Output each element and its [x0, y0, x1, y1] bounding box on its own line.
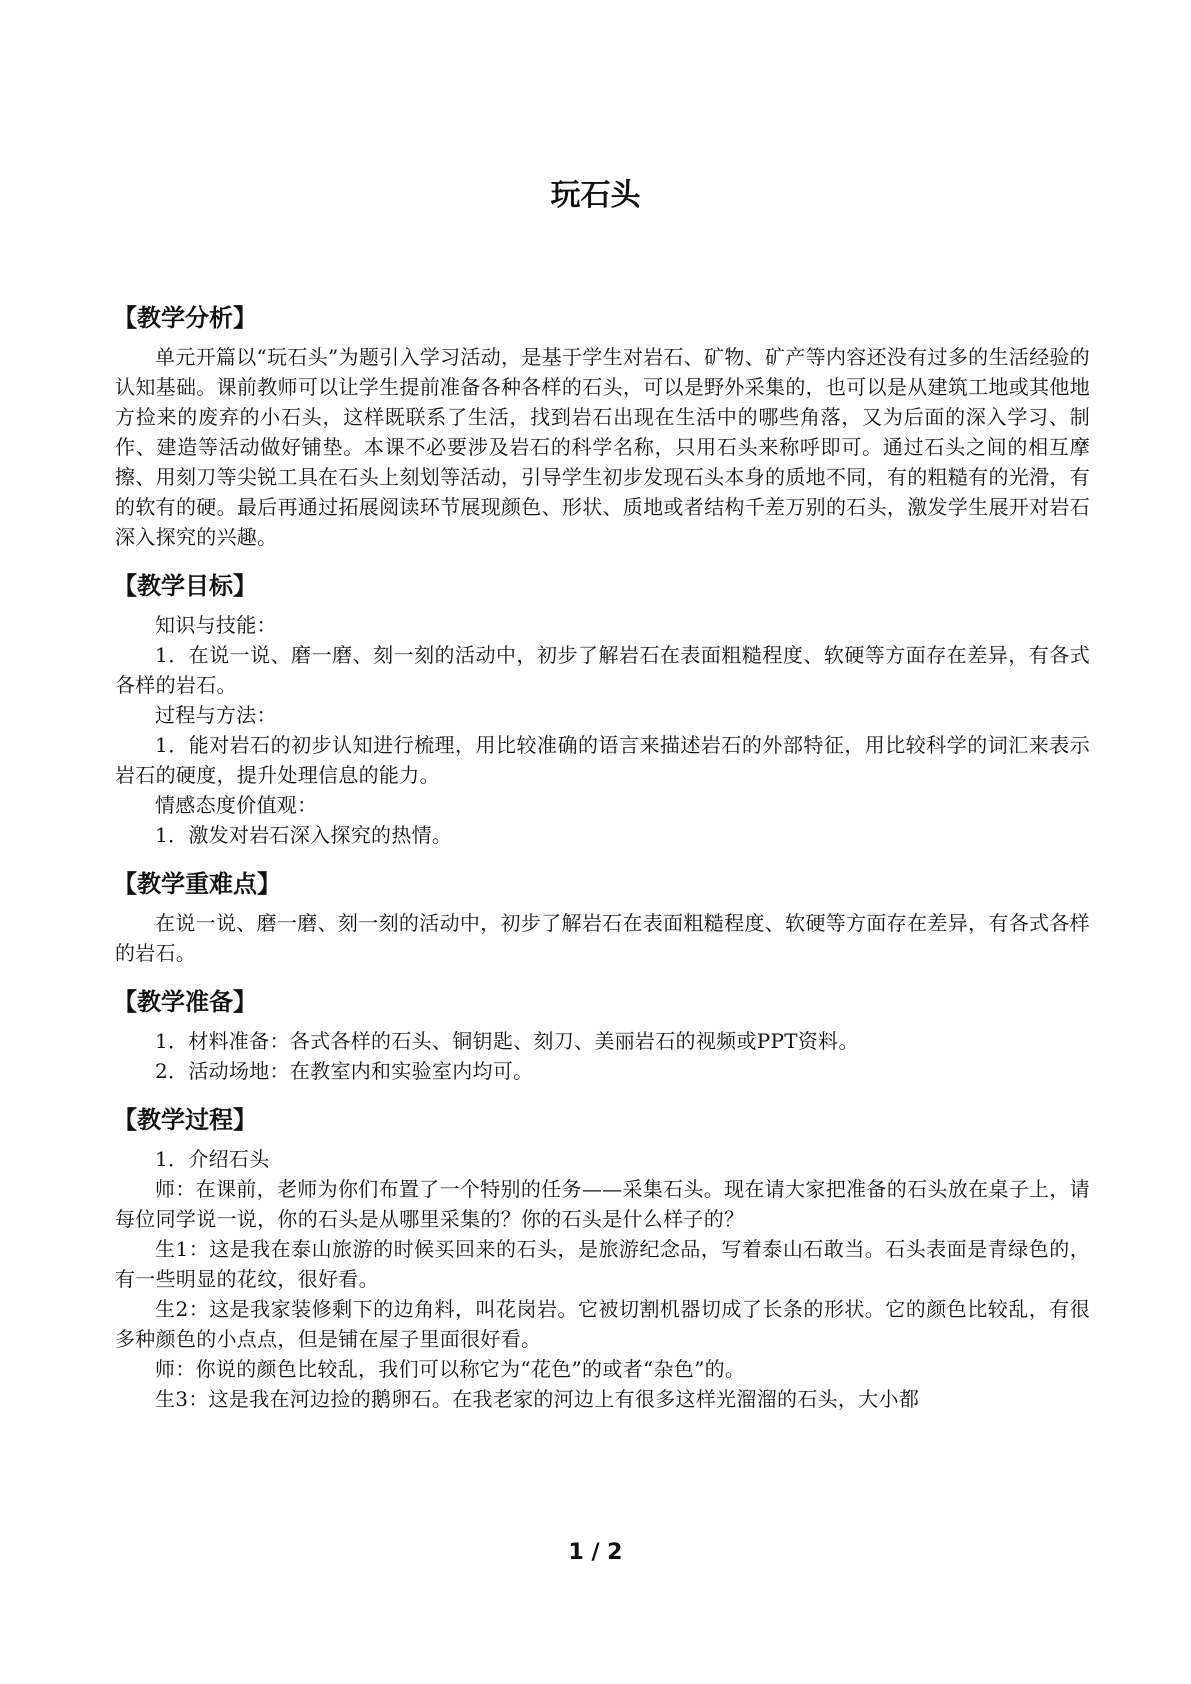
section-teaching-analysis: [115, 298, 1090, 552]
section-key-difficulties: [115, 864, 1090, 968]
section-heading: 【教学重难点】: [113, 870, 281, 898]
section-heading: 【教学准备】: [113, 988, 257, 1016]
paragraph: 师：在课前，老师为你们布置了一个特别的任务——采集石头。现在请大家把准备的石头放在桌子上，请每位同学说一说，你的石头是从哪里采集的？你的石头是什么样子的？: [115, 1177, 1090, 1231]
paragraph: 单元开篇以“玩石头”为题引入学习活动，是基于学生对岩石、矿物、矿产等内容还没有过多的生活经验的认知基础。课前教师可以让学生提前准备各种各样的石头，可以是野外采集的，也可以是从建筑工地或其他地方捡来的废弃的小石头，这样既联系了生活，找到岩石出现在生活中的哪些角落，又为后面的深入学习、制作、建造等活动做好铺垫。本课不必要涉及岩石的科学名称，只用石头来称呼即可。通过石头之间的相互摩擦、用刻刀等尖锐工具在石头上刻划等活动，引导学生初步发现石头本身的质地不同，有的粗糙有的光滑，有的软有的硬。最后再通过拓展阅读环节展现颜色、形状、质地或者结构千差万别的石头，激发学生展开对岩石深入探究的兴趣。: [115, 345, 1090, 549]
paragraph: 过程与方法：: [155, 703, 277, 727]
page-number: 1 / 2: [568, 1540, 623, 1565]
paragraph: 1．能对岩石的初步认知进行梳理，用比较准确的语言来描述岩石的外部特征，用比较科学的词汇来表示岩石的硬度，提升处理信息的能力。: [115, 733, 1090, 787]
section-heading: 【教学分析】: [113, 304, 257, 332]
paragraph: 1．材料准备：各式各样的石头、铜钥匙、刻刀、美丽岩石的视频或PPT资料。: [155, 1029, 859, 1053]
document-body: [115, 298, 1090, 1428]
section-heading: 【教学目标】: [113, 572, 257, 600]
section-teaching-objectives: [115, 566, 1090, 850]
page-title: 玩石头: [550, 178, 641, 213]
paragraph: 情感态度价值观：: [155, 793, 318, 817]
section-teaching-preparation: [115, 982, 1090, 1086]
paragraph: 1．在说一说、磨一磨、刻一刻的活动中，初步了解岩石在表面粗糙程度、软硬等方面存在差异，有各式各样的岩石。: [115, 643, 1090, 697]
paragraph: 知识与技能：: [155, 613, 277, 637]
paragraph: 1．介绍石头: [155, 1147, 270, 1171]
paragraph: 在说一说、磨一磨、刻一刻的活动中，初步了解岩石在表面粗糙程度、软硬等方面存在差异，有各式各样的岩石。: [115, 911, 1090, 965]
section-teaching-process: [115, 1100, 1090, 1414]
section-heading: 【教学过程】: [113, 1106, 257, 1134]
paragraph: 生2：这是我家装修剩下的边角料，叫花岗岩。它被切割机器切成了长条的形状。它的颜色比较乱，有很多种颜色的小点点，但是铺在屋子里面很好看。: [115, 1297, 1090, 1351]
paragraph: 生1：这是我在泰山旅游的时候买回来的石头，是旅游纪念品，写着泰山石敢当。石头表面是青绿色的，有一些明显的花纹，很好看。: [115, 1237, 1090, 1291]
paragraph: 1．激发对岩石深入探究的热情。: [155, 823, 453, 847]
paragraph: 生3：这是我在河边捡的鹅卵石。在我老家的河边上有很多这样光溜溜的石头，大小都: [155, 1387, 920, 1411]
paragraph: 师：你说的颜色比较乱，我们可以称它为“花色”的或者“杂色”的。: [155, 1357, 746, 1381]
paragraph: 2．活动场地：在教室内和实验室内均可。: [155, 1059, 534, 1083]
